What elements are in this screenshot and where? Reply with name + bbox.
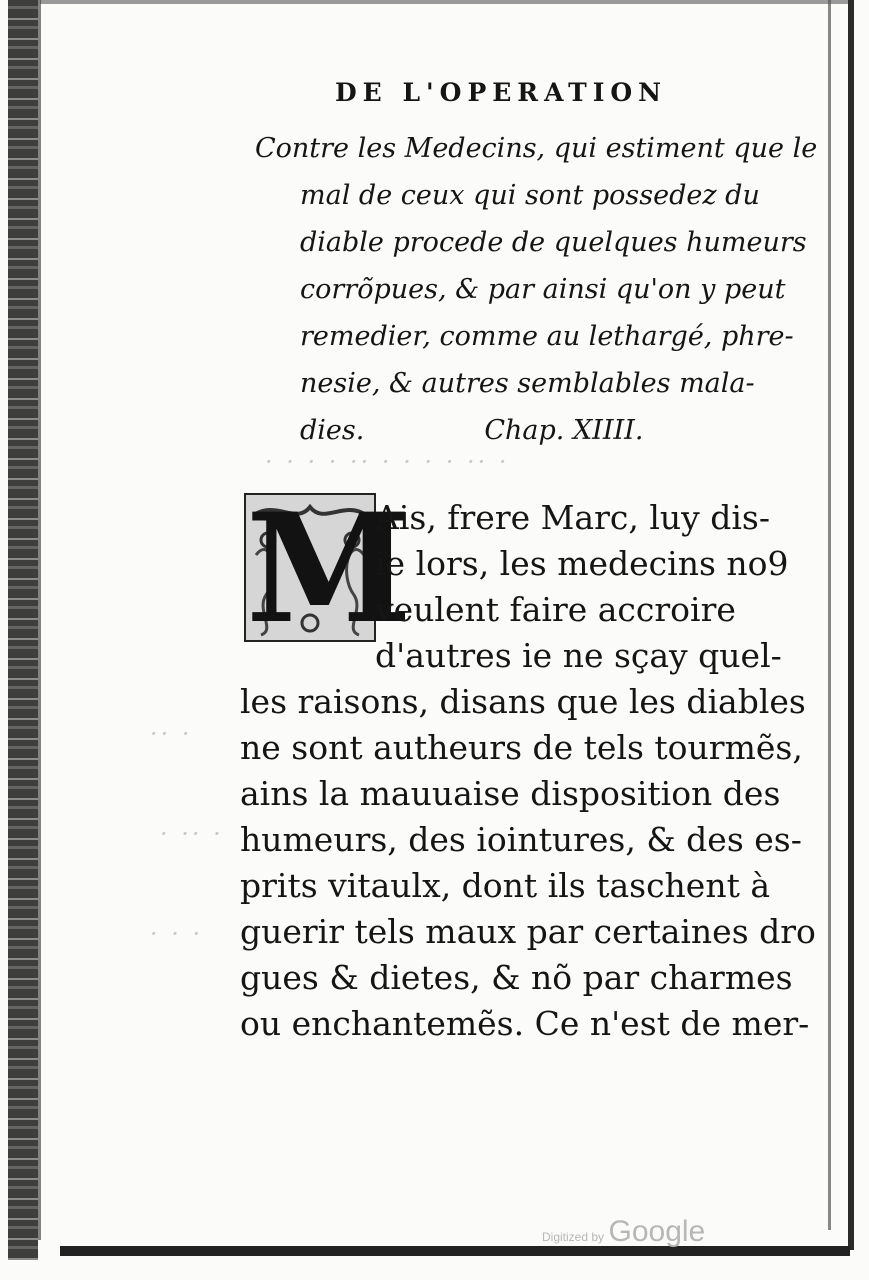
heading-line: nesie, & autres semblables mala- [300,368,755,399]
page-edge-right-inner [828,0,831,1230]
heading-last-word: dies. [300,415,365,446]
body-line: ains la mauuaise disposition des [240,774,781,813]
chapter-heading [255,125,818,454]
body-line: ou enchantemẽs. Ce n'est de mer- [240,1004,810,1043]
binding-line-left [38,0,41,1240]
watermark-brand: Google [608,1215,706,1248]
body-line: ne sont autheurs de tels tourmẽs, [240,728,803,767]
drop-cap-letter: M [246,481,413,657]
heading-line: mal de ceux qui sont possedez du [300,180,760,211]
watermark-prefix: Digitized by [542,1230,605,1244]
running-head: DE L'OPERATION [335,78,668,107]
show-through-mark: ·· · [150,720,193,748]
body-text [240,495,816,1047]
binding-shadow-left [8,0,38,1260]
digitized-by-watermark [542,1215,705,1249]
page-edge-right [848,0,854,1250]
body-line: humeurs, des iointures, & des es- [240,820,802,859]
body-line: gues & dietes, & nõ par charmes [240,958,793,997]
heading-line: diable procede de quelques humeurs [300,227,807,258]
body-line: Ais, frere Marc, luy dis- [375,498,771,537]
body-line: ie lors, les medecins no9 [375,544,789,583]
page-top-edge [40,0,850,4]
body-line: prits vitaulx, dont ils taschent à [240,866,771,905]
heading-line: remedier, comme au lethargé, phre- [300,321,794,352]
show-through-mark: · ·· · [160,820,224,848]
body-line: guerir tels maux par certaines dro [240,912,816,951]
body-line: veulent faire accroire [375,590,736,629]
heading-line: Contre les Medecins, qui estiment que le [255,133,818,164]
body-line: les raisons, disans que les diables [240,682,806,721]
show-through-mark: · · · [150,920,204,948]
body-line: d'autres ie ne sçay quel- [375,636,782,675]
heading-line: corrõpues, & par ainsi qu'on y peut [300,274,786,305]
show-through-mark: · · · · ·· · · · · ·· · [265,448,510,476]
page-bottom-edge [60,1246,850,1256]
chapter-label: Chap. XIIII. [484,415,644,446]
heading-last-line [255,407,780,454]
